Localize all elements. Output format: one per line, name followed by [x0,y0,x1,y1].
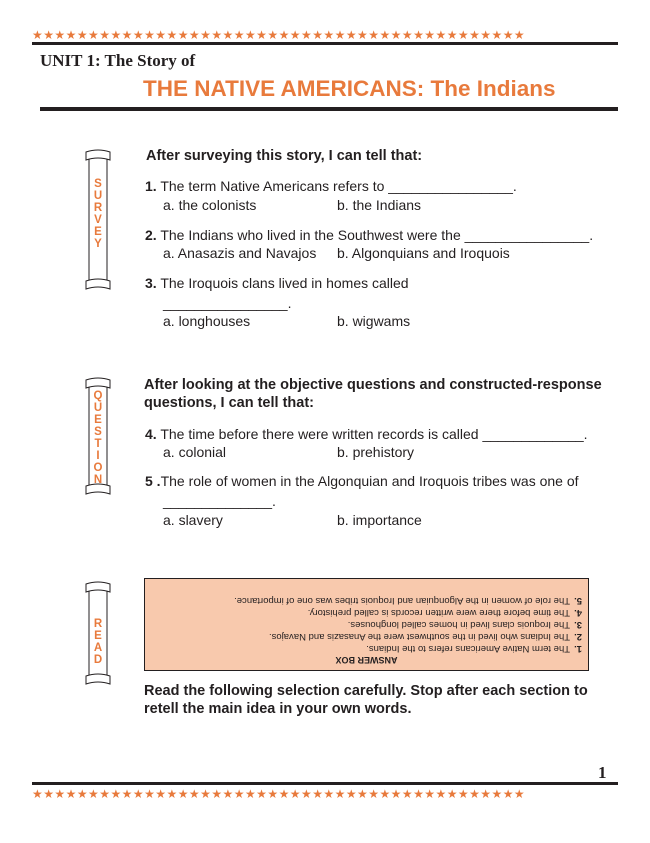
read-label: R E A D [93,618,103,666]
answer-row: 4. The time before there were written records is called prehistory. [307,607,582,618]
q2-option-a: a. Anasazis and Navajos [163,245,317,261]
answer-row: 2. The Indians who lived in the southwest were the Anasazis and Navajos. [268,631,582,642]
q5-option-b: b. importance [337,512,422,528]
read-scroll [84,580,112,688]
bottom-star-border: ★★★★★★★★★★★★★★★★★★★★★★★★★★★★★★★★★★★★★★★★★★★★ [32,787,526,801]
answer-box-title: ANSWER BOX [335,655,398,665]
page-title: THE NATIVE AMERICANS: The Indians [143,76,556,101]
question-heading-line1: After looking at the objective questions and constructed-response [144,377,602,393]
question-1: 1. The term Native Americans refers to ________________. [145,178,517,194]
q3-option-a: a. longhouses [163,313,251,329]
q5-blank: ______________. [163,493,276,509]
q5-option-a: a. slavery [163,512,223,528]
page-number: 1 [598,763,607,782]
read-instruction-line2: retell the main idea in your own words. [144,701,412,717]
answer-row: 5. The role of women in the Algonquian and Iroquois tribes was one of importance. [234,595,582,606]
q4-option-b: b. prehistory [337,444,415,460]
question-label: Q U E S T I O N [93,390,103,486]
q4-option-a: a. colonial [163,444,227,460]
question-4: 4. The time before there were written records is called _____________. [145,426,588,442]
question-scroll [84,376,112,498]
unit-label: UNIT 1: The Story of [40,51,196,70]
q3-blank: ________________. [163,295,292,311]
q1-option-b: b. the Indians [337,197,422,213]
bottom-rule [32,782,618,785]
answer-box-upside-down [145,579,588,670]
question-3: 3. The Iroquois clans lived in homes called [145,275,409,291]
answer-box [144,578,589,671]
survey-label: S U R V E Y [93,178,103,250]
answer-row: 3. The Iroquois clans lived in homes called longhouses. [347,619,582,630]
question-2: 2. The Indians who lived in the Southwest were the ________________. [145,227,594,243]
title-rule [40,107,618,111]
question-5: 5 .The role of women in the Algonquian and Iroquois tribes was one of [145,473,579,489]
q3-option-b: b. wigwams [337,313,411,329]
answer-row: 1. The term Native Americans refers to the Indians. [366,643,582,654]
top-rule [32,42,618,45]
question-heading-line2: questions, I can tell that: [144,395,314,411]
survey-scroll [84,148,112,293]
read-instruction-line1: Read the following selection carefully. Stop after each section to [144,683,588,699]
top-star-border: ★★★★★★★★★★★★★★★★★★★★★★★★★★★★★★★★★★★★★★★★★★★★ [32,28,526,42]
survey-heading: After surveying this story, I can tell that: [146,148,423,164]
q1-option-a: a. the colonists [163,197,257,213]
q2-option-b: b. Algonquians and Iroquois [337,245,510,261]
